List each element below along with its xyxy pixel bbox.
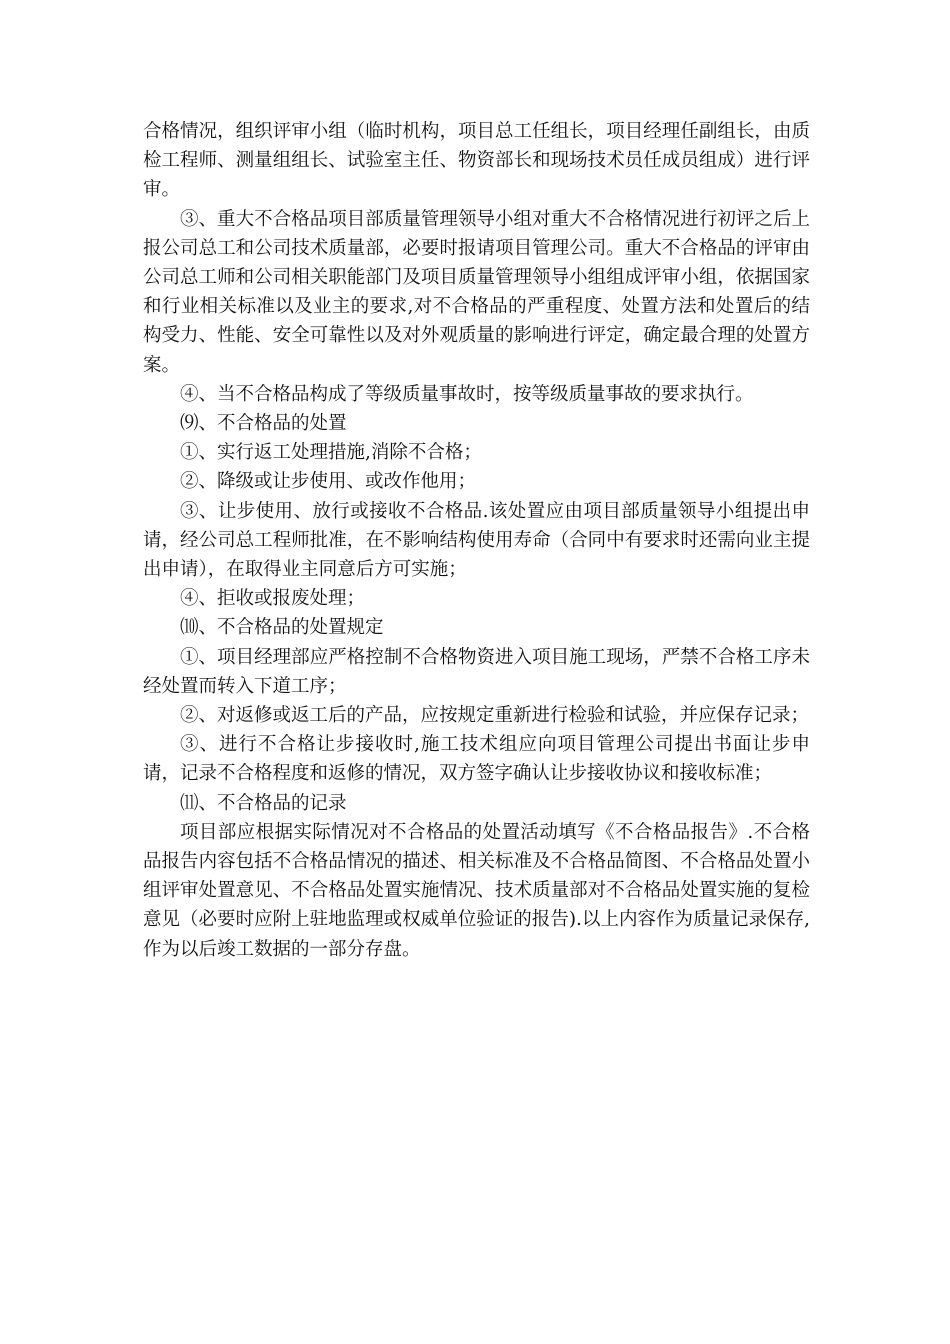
paragraph: ④、当不合格品构成了等级质量事故时，按等级质量事故的要求执行。 bbox=[180, 383, 754, 405]
paragraph: 项目部应根据实际情况对不合格品的处置活动填写《不合格品报告》.不合格品报告内容包括不合格品情况的描述、相关标准及不合格品简图、不合格品处置小组评审处置意见、不合格品处置实施情况、技术质量部对不合格品处置实施的复检意见（必要时应附上驻地监理或权威单位验证的报告).以上内容作为质量记录保存,作为以后竣工数据的一部分存盘。 bbox=[143, 821, 810, 960]
paragraph: 合格情况，组织评审小组（临时机构，项目总工任组长，项目经理任副组长，由质检工程师、测量组组长、试验室主任、物资部长和现场技术员任成员组成）进行评审。 bbox=[143, 121, 810, 201]
list-item: ③、进行不合格让步接收时,施工技术组应向项目管理公司提出书面让步申请，记录不合格程度和返修的情况，双方签字确认让步接收协议和接收标准； bbox=[143, 734, 810, 785]
list-item: ①、实行返工处理措施,消除不合格； bbox=[180, 442, 482, 464]
list-item: ④、拒收或报废处理； bbox=[180, 588, 366, 610]
list-item: ③、让步使用、放行或接收不合格品.该处置应由项目部质量领导小组提出申请，经公司总工程师批准，在不影响结构使用寿命（合同中有要求时还需向业主提出申请），在取得业主同意后方可实施； bbox=[143, 500, 810, 581]
document-body bbox=[143, 117, 810, 964]
paragraph: ③、重大不合格品项目部质量管理领导小组对重大不合格情况进行初评之后上报公司总工和公司技术质量部，必要时报请项目管理公司。重大不合格品的评审由公司总工师和公司相关职能部门及项目质量管理领导小组组成评审小组，依据国家和行业相关标准以及业主的要求,对不合格品的严重程度、处置方法和处置后的结构受力、性能、安全可靠性以及对外观质量的影响进行评定，确定最合理的处置方案。 bbox=[143, 208, 810, 376]
section-heading: ⑽、不合格品的处置规定 bbox=[180, 617, 384, 639]
list-item: ②、降级或让步使用、或改作他用； bbox=[180, 471, 477, 493]
list-item: ②、对返修或返工后的产品，应按规定重新进行检验和试验，并应保存记录； bbox=[180, 705, 810, 727]
section-heading: ⑾、不合格品的记录 bbox=[180, 792, 347, 814]
section-heading: ⑼、不合格品的处置 bbox=[180, 413, 347, 435]
list-item: ①、项目经理部应严格控制不合格物资进入项目施工现场，严禁不合格工序未经处置而转入下道工序； bbox=[143, 646, 810, 697]
